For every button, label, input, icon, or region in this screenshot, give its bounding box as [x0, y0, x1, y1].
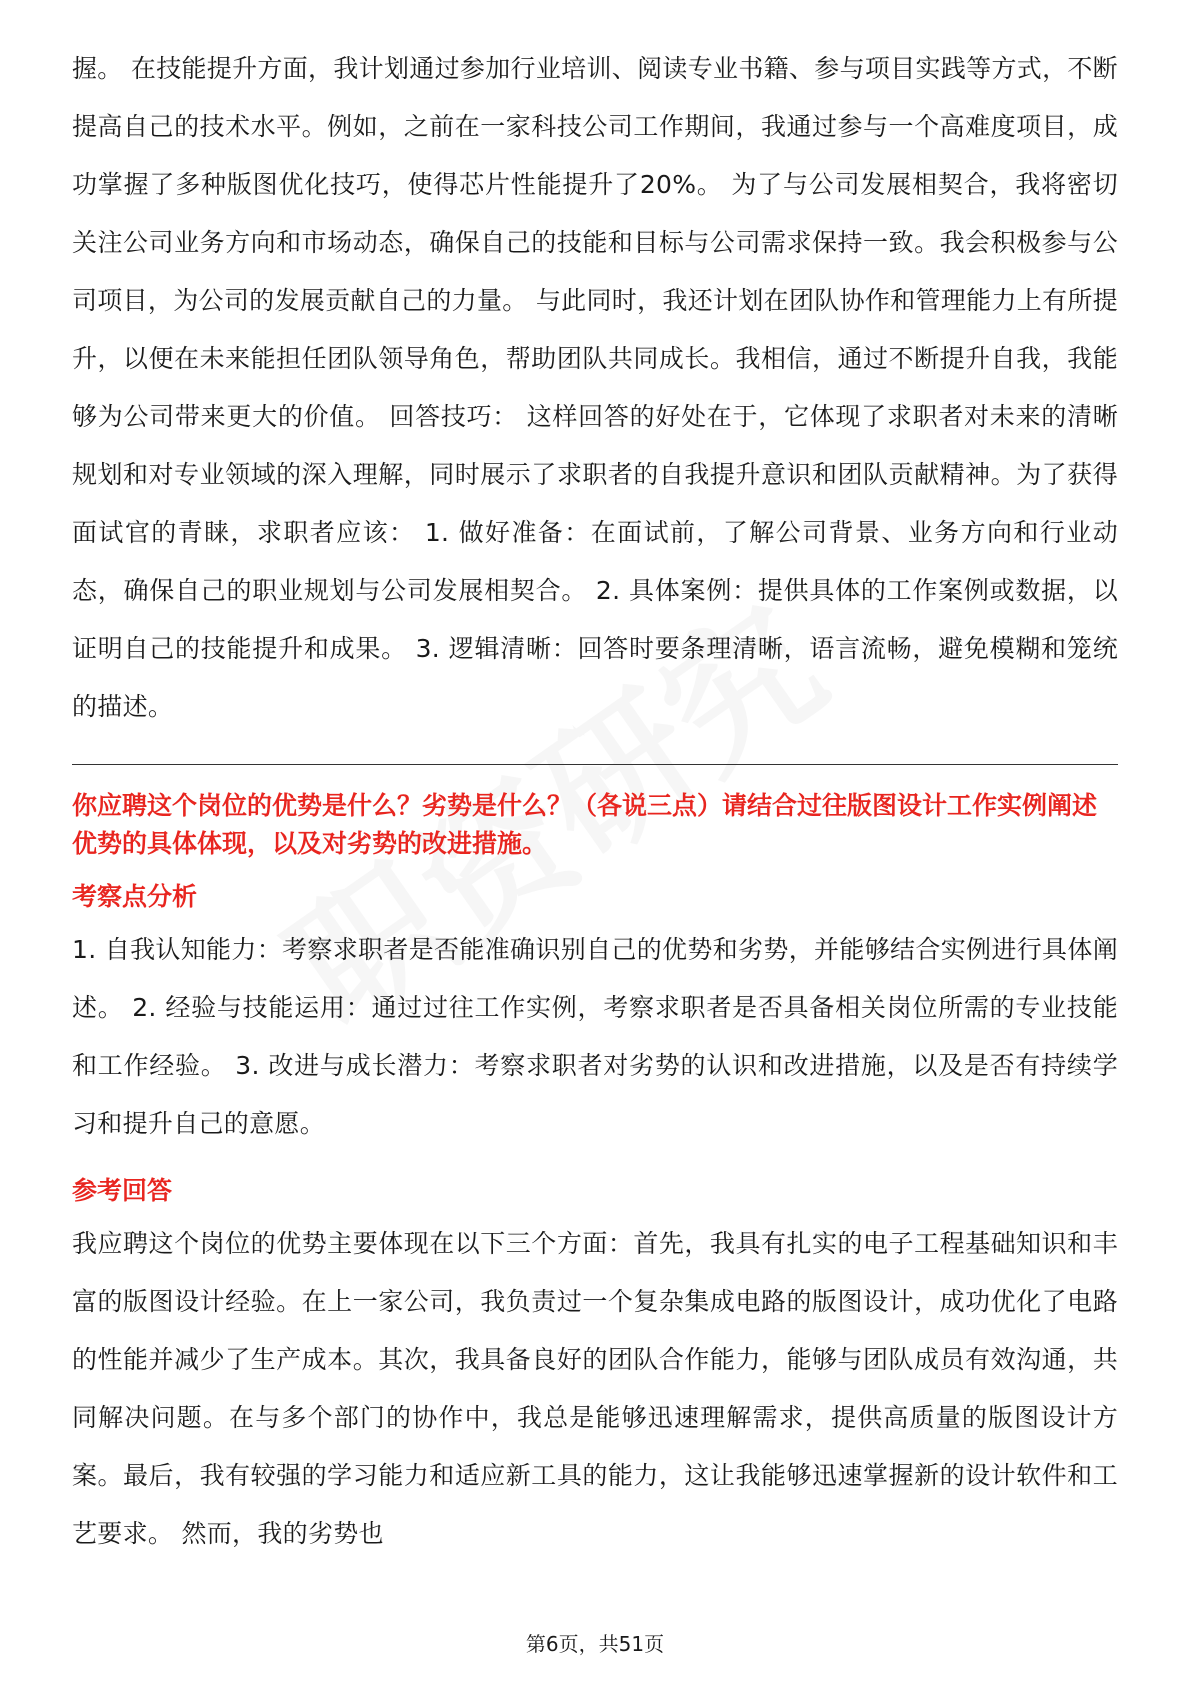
- page-number: 第6页，共51页: [525, 1632, 665, 1656]
- answer-heading: 参考回答: [72, 1176, 173, 1205]
- section-gap: [72, 1153, 1118, 1169]
- section-divider: [72, 764, 1118, 765]
- body-paragraph: 握。 在技能提升方面，我计划通过参加行业培训、阅读专业书籍、参与项目实践等方式，不断提高自己的技术水平。例如，之前在一家科技公司工作期间，我通过参与一个高难度项目，成功掌握了多种版图优化技巧，使得芯片性能提升了20%。 为了与公司发展相契合，我将密切关注公司业务方向和市场动态，确保自己的技能和目标与公司需求保持一致。我会积极参与公司项目，为公司的发展贡献自己的力量。 与此同时，我还计划在团队协作和管理能力上有所提升，以便在未来能担任团队领导角色，帮助团队共同成长。我相信，通过不断提升自我，我能够为公司带来更大的价值。 回答技巧： 这样回答的好处在于，它体现了求职者对未来的清晰规划和对专业领域的深入理解，同时展示了求职者的自我提升意识和团队贡献精神。为了获得面试官的青睐，求职者应该： 1. 做好准备：在面试前，了解公司背景、业务方向和行业动态，确保自己的职业规划与公司发展相契合。 2. 具体案例：提供具体的工作案例或数据，以证明自己的技能提升和成果。 3. 逻辑清晰：回答时要条理清晰，语言流畅，避免模糊和笼统的描述。: [72, 54, 1118, 721]
- answer-text: 我应聘这个岗位的优势主要体现在以下三个方面：首先，我具有扎实的电子工程基础知识和丰富的版图设计经验。在上一家公司，我负责过一个复杂集成电路的版图设计，成功优化了电路的性能并减少了生产成本。其次，我具备良好的团队合作能力，能够与团队成员有效沟通，共同解决问题。在与多个部门的协作中，我总是能够迅速理解需求，提供高质量的版图设计方案。最后，我有较强的学习能力和适应新工具的能力，这让我能够迅速掌握新的设计软件和工艺要求。 然而，我的劣势也: [72, 1229, 1118, 1548]
- analysis-text: 1. 自我认知能力：考察求职者是否能准确识别自己的优势和劣势，并能够结合实例进行具体阐述。 2. 经验与技能运用：通过过往工作实例，考察求职者是否具备相关岗位所需的专业技能和工作经验。 3. 改进与成长潜力：考察求职者对劣势的认识和改进措施，以及是否有持续学习和提升自己的意愿。: [72, 935, 1118, 1138]
- document-page: [72, 40, 1118, 1563]
- interview-question: 你应聘这个岗位的优势是什么？劣势是什么？（各说三点）请结合过往版图设计工作实例阐述优势的具体体现，以及对劣势的改进措施。: [72, 791, 1098, 858]
- analysis-heading: 考察点分析: [72, 882, 198, 911]
